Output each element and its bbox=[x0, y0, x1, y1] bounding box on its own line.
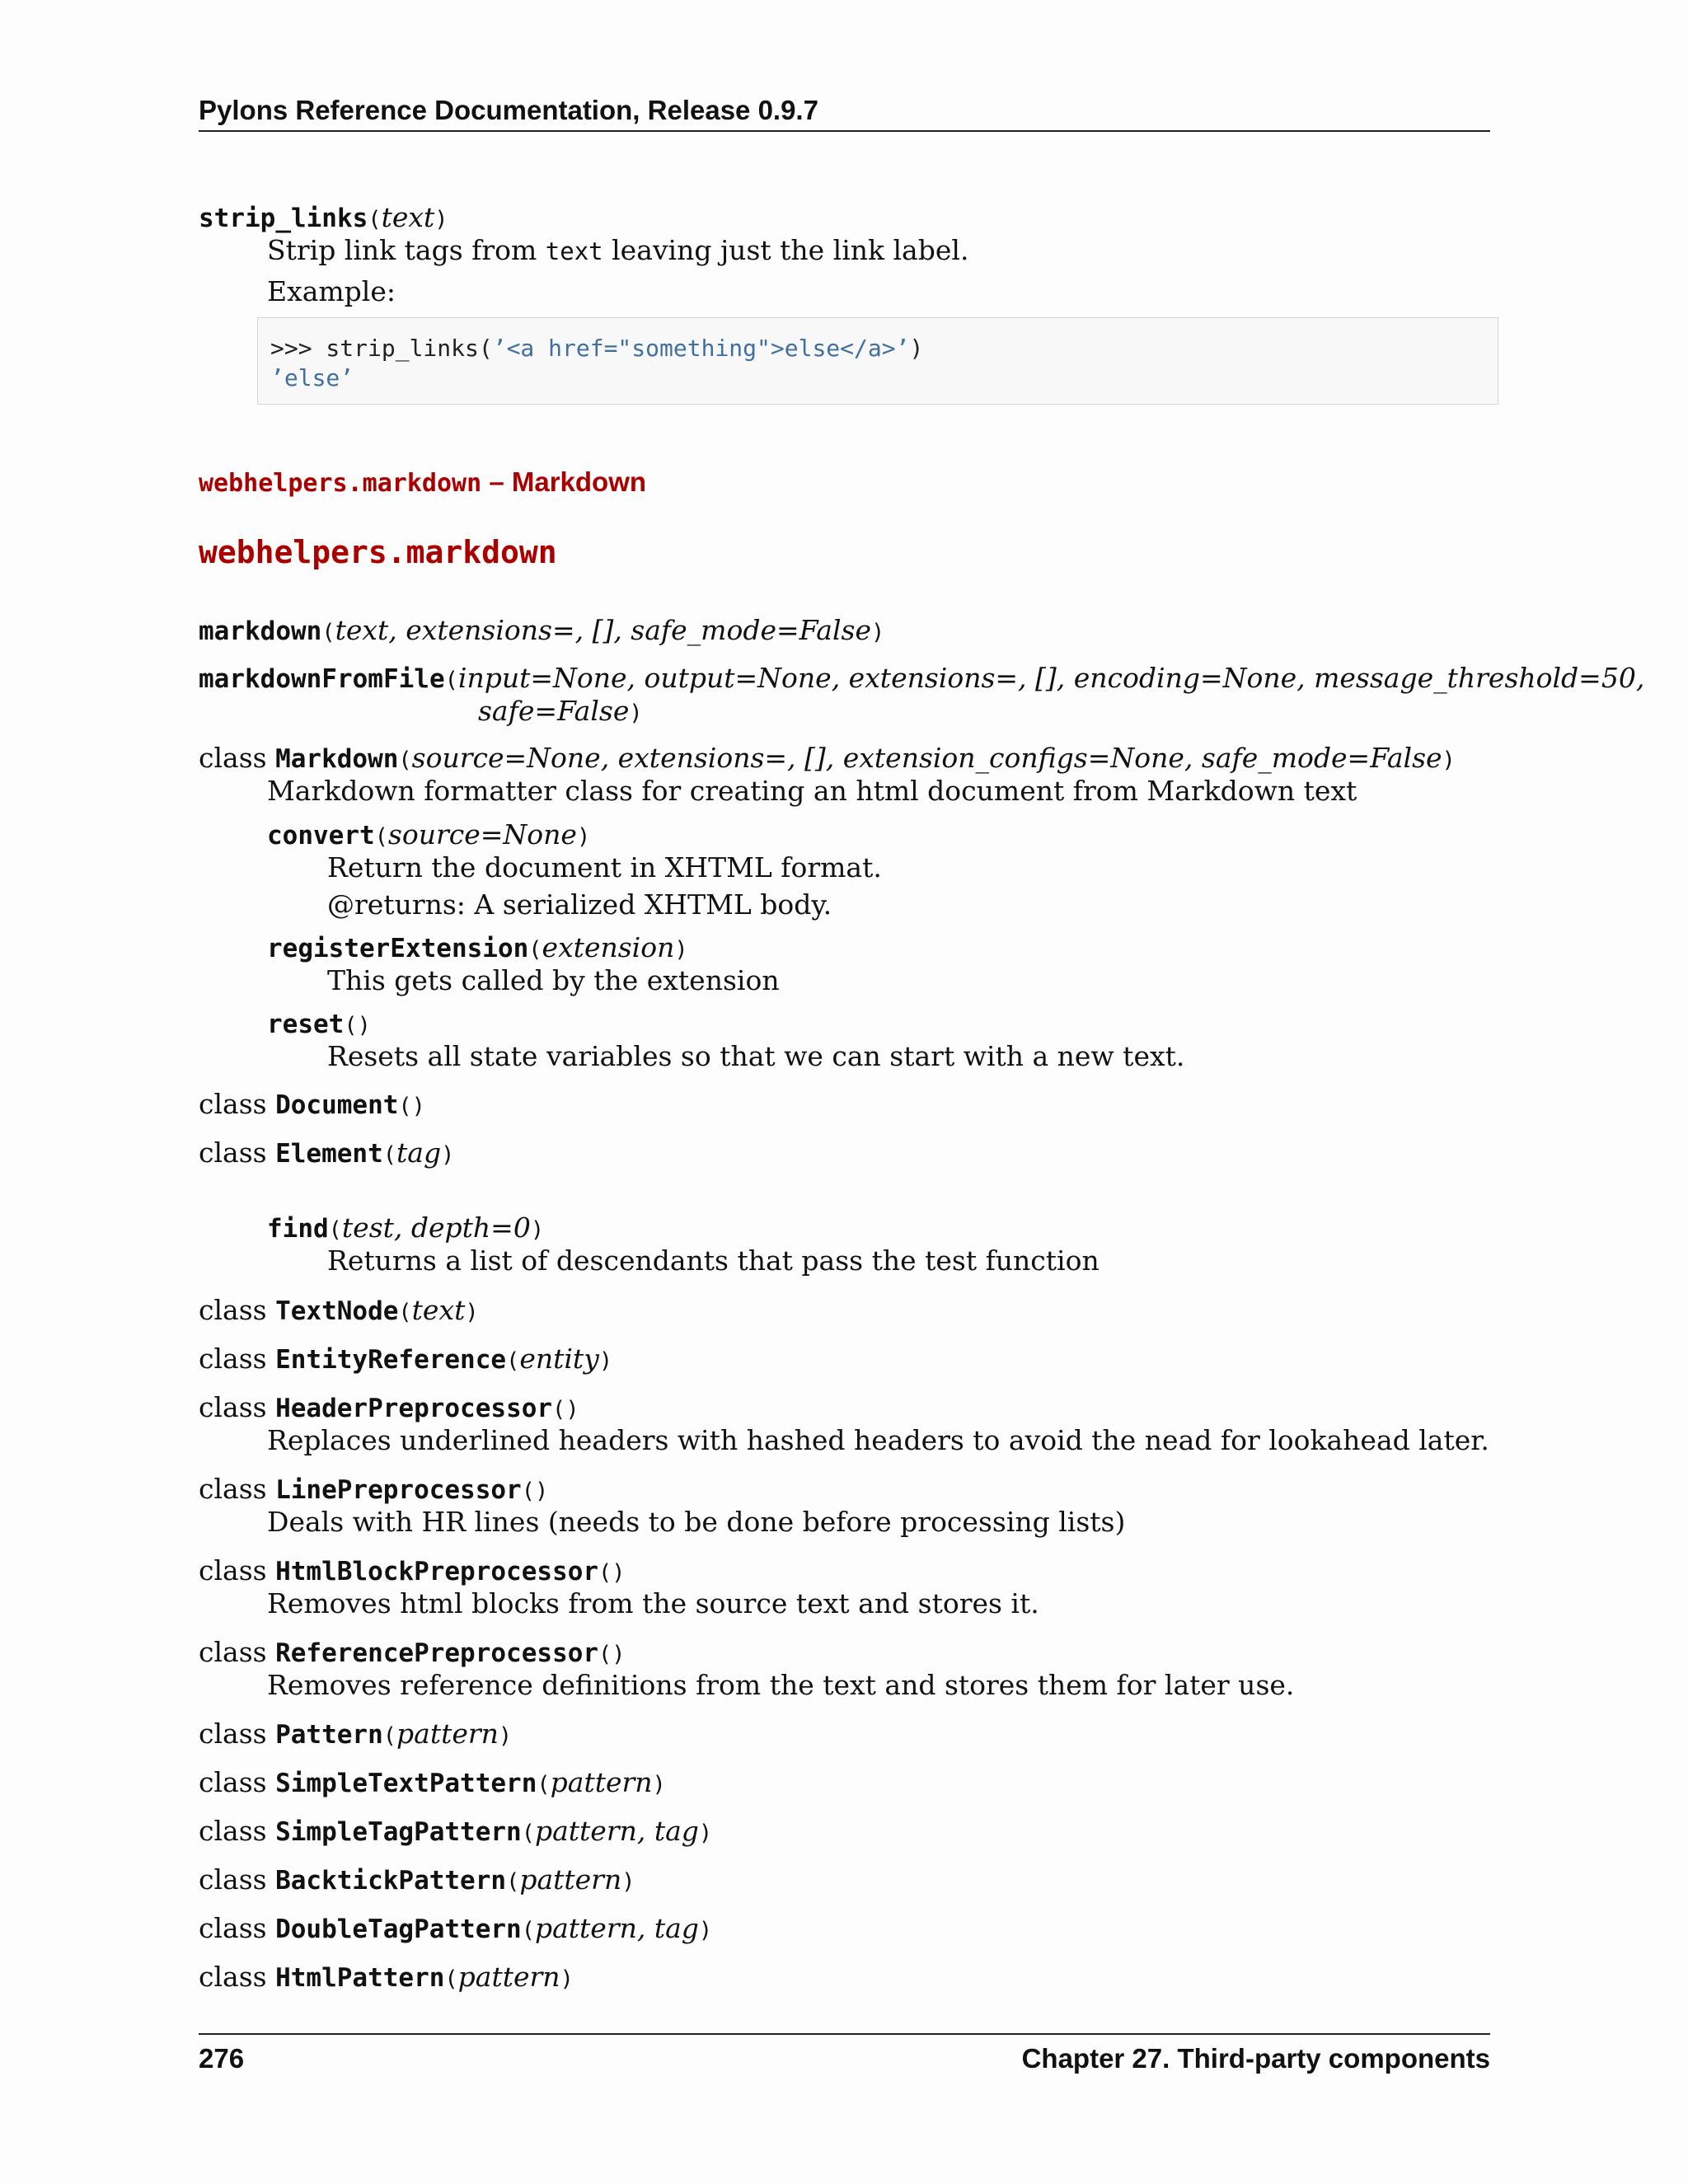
header-title: Pylons Reference Documentation, Release 0.9.7 bbox=[199, 95, 818, 125]
class-args: pattern bbox=[550, 1766, 653, 1798]
page-number: 276 bbox=[199, 2043, 245, 2074]
class-name: LinePreprocessor bbox=[275, 1475, 522, 1505]
open-paren: ( bbox=[521, 1479, 535, 1504]
reset-signature bbox=[267, 1007, 371, 1043]
function-name: markdownFromFile bbox=[199, 664, 445, 694]
class-args: pattern bbox=[396, 1718, 499, 1750]
close-paren: ) bbox=[357, 1013, 371, 1038]
class-args: text bbox=[411, 1294, 466, 1326]
class-keyword: class bbox=[199, 1088, 267, 1120]
code-line-input bbox=[270, 335, 923, 362]
code-string: ’<a href="something">else</a>’ bbox=[492, 335, 910, 362]
open-paren: ( bbox=[382, 1723, 397, 1749]
class-name: SimpleTagPattern bbox=[275, 1817, 522, 1847]
class-name: ReferencePreprocessor bbox=[275, 1638, 599, 1668]
close-paren: ) bbox=[576, 824, 591, 850]
function-name: markdown bbox=[199, 616, 322, 646]
htmlblockpreprocessor-class-signature bbox=[199, 1554, 626, 1590]
open-paren: ( bbox=[506, 1348, 520, 1374]
close-paren: ) bbox=[530, 1217, 545, 1243]
class-keyword: class bbox=[199, 1863, 267, 1896]
class-args: pattern bbox=[457, 1961, 560, 1993]
close-paren: ) bbox=[612, 1560, 626, 1586]
close-paren: ) bbox=[534, 1479, 549, 1504]
class-args: source=None, extensions=, [], extension_configs=None, safe_mode=False bbox=[411, 742, 1442, 774]
markdown-class-description: Markdown formatter class for creating an html document from Markdown text bbox=[267, 775, 1357, 807]
open-paren: ( bbox=[444, 1966, 458, 1992]
open-paren: ( bbox=[598, 1560, 612, 1586]
section-heading-module: webhelpers.markdown bbox=[199, 469, 482, 498]
class-name: BacktickPattern bbox=[275, 1866, 507, 1896]
close-paren: ) bbox=[612, 1642, 626, 1667]
pattern-class-signature bbox=[199, 1718, 512, 1753]
code-output: ’else’ bbox=[270, 364, 354, 391]
function-name: strip_links bbox=[199, 204, 368, 233]
function-args: safe=False bbox=[478, 695, 630, 727]
open-paren: ( bbox=[598, 1642, 612, 1667]
class-keyword: class bbox=[199, 1912, 267, 1944]
close-paren: ) bbox=[698, 1918, 713, 1943]
doubletagpattern-class-signature bbox=[199, 1912, 712, 1947]
class-keyword: class bbox=[199, 1473, 267, 1505]
class-keyword: class bbox=[199, 1137, 267, 1169]
linepreprocessor-description: Deals with HR lines (needs to be done before processing lists) bbox=[267, 1506, 1126, 1538]
class-name: SimpleTextPattern bbox=[275, 1769, 537, 1798]
code-paren: ) bbox=[909, 335, 924, 362]
close-paren: ) bbox=[629, 701, 643, 726]
class-name: Pattern bbox=[275, 1720, 383, 1750]
method-name: registerExtension bbox=[267, 934, 529, 963]
open-paren: ( bbox=[321, 620, 335, 645]
class-keyword: class bbox=[199, 1815, 267, 1847]
referencepreprocessor-class-signature bbox=[199, 1636, 626, 1671]
class-args: pattern bbox=[519, 1863, 622, 1896]
method-args: source=None bbox=[387, 818, 577, 851]
close-paren: ) bbox=[1442, 748, 1456, 773]
element-class-signature bbox=[199, 1137, 454, 1172]
code-prompt: >>> strip_links( bbox=[270, 335, 493, 362]
description-text: leaving just the link label. bbox=[603, 234, 969, 266]
method-args: extension bbox=[542, 931, 675, 963]
module-heading bbox=[199, 534, 557, 570]
class-name: EntityReference bbox=[275, 1345, 507, 1375]
simpletextpattern-class-signature bbox=[199, 1766, 666, 1802]
example-label: Example: bbox=[267, 275, 396, 307]
markdown-class-signature bbox=[199, 742, 1456, 777]
class-name: HtmlBlockPreprocessor bbox=[275, 1557, 599, 1586]
convert-returns: @returns: A serialized XHTML body. bbox=[327, 888, 832, 921]
class-name: DoubleTagPattern bbox=[275, 1915, 522, 1944]
markdownfromfile-signature-cont bbox=[478, 695, 643, 730]
convert-description: Return the document in XHTML format. bbox=[327, 851, 882, 883]
open-paren: ( bbox=[552, 1397, 566, 1422]
class-keyword: class bbox=[199, 1766, 267, 1798]
description-text: Strip link tags from bbox=[267, 234, 546, 266]
textnode-class-signature bbox=[199, 1294, 479, 1329]
convert-signature bbox=[267, 818, 590, 854]
close-paren: ) bbox=[698, 1821, 713, 1846]
open-paren: ( bbox=[368, 207, 382, 232]
function-args: text, extensions=, [], safe_mode=False bbox=[335, 614, 871, 646]
find-description: Returns a list of descendants that pass the test function bbox=[327, 1244, 1100, 1277]
function-args: text bbox=[381, 201, 435, 233]
close-paren: ) bbox=[560, 1966, 574, 1992]
close-paren: ) bbox=[434, 207, 448, 232]
open-paren: ( bbox=[398, 1300, 412, 1325]
close-paren: ) bbox=[674, 937, 688, 963]
class-name: HeaderPreprocessor bbox=[275, 1394, 553, 1423]
open-paren: ( bbox=[521, 1918, 535, 1943]
find-signature bbox=[267, 1212, 544, 1247]
close-paren: ) bbox=[411, 1094, 425, 1119]
method-name: convert bbox=[267, 821, 375, 851]
close-paren: ) bbox=[465, 1300, 479, 1325]
class-name: Element bbox=[275, 1139, 383, 1169]
class-keyword: class bbox=[199, 1343, 267, 1375]
open-paren: ( bbox=[398, 748, 412, 773]
close-paren: ) bbox=[652, 1772, 666, 1797]
method-name: find bbox=[267, 1214, 329, 1244]
close-paren: ) bbox=[498, 1723, 513, 1749]
module-heading-text: webhelpers.markdown bbox=[199, 534, 557, 570]
open-paren: ( bbox=[398, 1094, 412, 1119]
close-paren: ) bbox=[598, 1348, 613, 1374]
class-args: entity bbox=[519, 1343, 599, 1375]
method-name: reset bbox=[267, 1010, 345, 1039]
section-heading-title: – Markdown bbox=[481, 466, 647, 497]
class-name: Markdown bbox=[275, 744, 399, 774]
strip-links-description bbox=[267, 234, 968, 268]
simpletagpattern-class-signature bbox=[199, 1815, 712, 1850]
class-args: tag bbox=[396, 1137, 442, 1169]
entityreference-class-signature bbox=[199, 1343, 612, 1378]
running-header bbox=[199, 92, 1490, 132]
page-footer bbox=[199, 2033, 1490, 2084]
open-paren: ( bbox=[537, 1772, 551, 1797]
open-paren: ( bbox=[528, 937, 542, 963]
headerpreprocessor-description: Replaces underlined headers with hashed headers to avoid the nead for lookahead later. bbox=[267, 1424, 1489, 1456]
class-keyword: class bbox=[199, 1636, 267, 1668]
referencepreprocessor-description: Removes reference definitions from the text and stores them for later use. bbox=[267, 1669, 1295, 1701]
open-paren: ( bbox=[328, 1217, 342, 1243]
headerpreprocessor-class-signature bbox=[199, 1391, 579, 1427]
class-keyword: class bbox=[199, 742, 267, 774]
open-paren: ( bbox=[344, 1013, 358, 1038]
code-line-output bbox=[270, 364, 354, 391]
close-paren: ) bbox=[870, 620, 885, 645]
code-example-block bbox=[257, 317, 1498, 405]
open-paren: ( bbox=[506, 1869, 520, 1895]
section-heading bbox=[199, 466, 646, 498]
class-name: TextNode bbox=[275, 1296, 399, 1326]
close-paren: ) bbox=[565, 1397, 579, 1422]
registerextension-description: This gets called by the extension bbox=[327, 964, 780, 996]
backtickpattern-class-signature bbox=[199, 1863, 635, 1899]
class-args: pattern, tag bbox=[534, 1815, 699, 1847]
class-args: pattern, tag bbox=[534, 1912, 699, 1944]
class-keyword: class bbox=[199, 1294, 267, 1326]
class-keyword: class bbox=[199, 1391, 267, 1423]
linepreprocessor-class-signature bbox=[199, 1473, 548, 1508]
reset-description: Resets all state variables so that we can start with a new text. bbox=[327, 1040, 1185, 1072]
markdownfromfile-signature bbox=[199, 662, 1644, 697]
chapter-title: Chapter 27. Third-party components bbox=[1021, 2043, 1490, 2074]
document-class-signature bbox=[199, 1088, 425, 1123]
registerextension-signature bbox=[267, 931, 688, 967]
open-paren: ( bbox=[444, 668, 458, 693]
class-name: Document bbox=[275, 1090, 399, 1120]
open-paren: ( bbox=[521, 1821, 535, 1846]
class-name: HtmlPattern bbox=[275, 1963, 445, 1993]
class-keyword: class bbox=[199, 1718, 267, 1750]
htmlblockpreprocessor-description: Removes html blocks from the source text and stores it. bbox=[267, 1587, 1039, 1619]
class-keyword: class bbox=[199, 1961, 267, 1993]
inline-code: text bbox=[545, 237, 603, 265]
open-paren: ( bbox=[374, 824, 388, 850]
htmlpattern-class-signature bbox=[199, 1961, 574, 1996]
strip-links-signature bbox=[199, 201, 448, 237]
close-paren: ) bbox=[441, 1142, 455, 1168]
open-paren: ( bbox=[382, 1142, 397, 1168]
markdown-signature bbox=[199, 614, 884, 649]
close-paren: ) bbox=[621, 1869, 635, 1895]
function-args: input=None, output=None, extensions=, [], encoding=None, message_threshold=50, bbox=[457, 662, 1645, 694]
method-args: test, depth=0 bbox=[341, 1212, 531, 1244]
class-keyword: class bbox=[199, 1554, 267, 1586]
